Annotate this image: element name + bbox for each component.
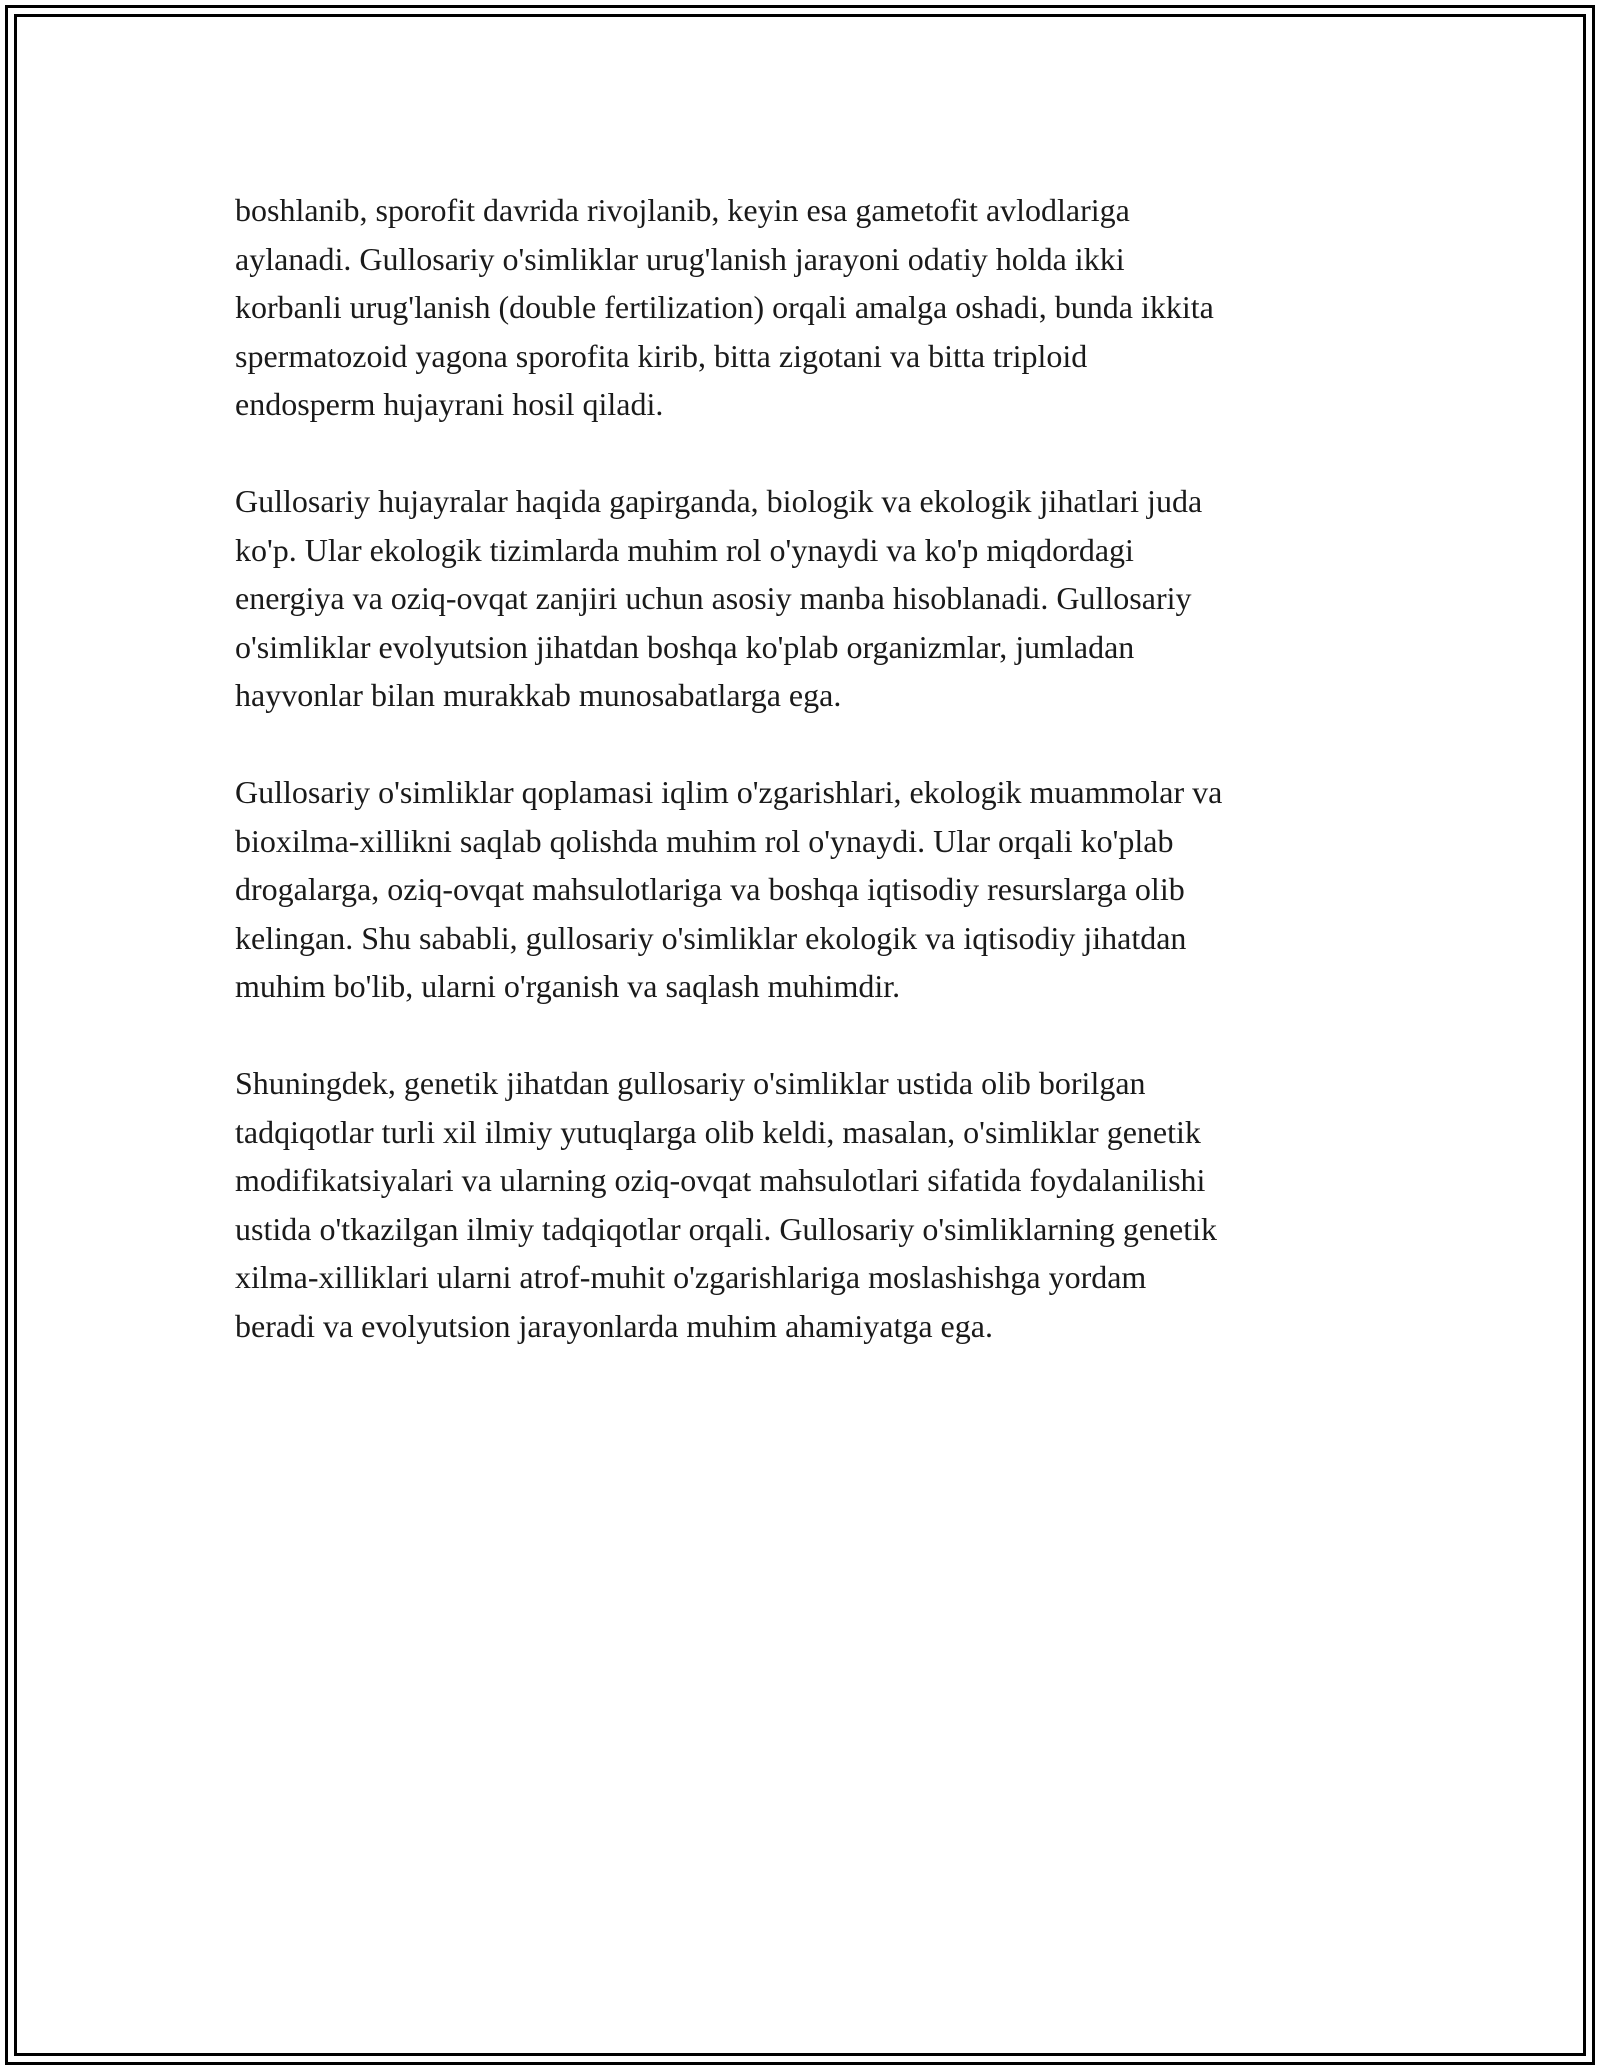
paragraph-2: Gullosariy hujayralar haqida gapirganda, biologik va ekologik jihatlari juda ko'p. Ular ekologik tizimlarda muhim rol o'ynaydi va ko'p miqdordagi energiya va oziq-ovqat zanjiri uchun asosiy manba hisoblanadi. Gullosariy o'simliklar evolyutsion jihatdan boshqa ko'plab organizmlar, jumladan hayvonlar bilan murakkab munosabatlarga ega.: [235, 483, 1203, 713]
document-body: [235, 186, 1385, 1399]
paragraph-3: Gullosariy o'simliklar qoplamasi iqlim o'zgarishlari, ekologik muammolar va bioxilma-xillikni saqlab qolishda muhim rol o'ynaydi. Ular orqali ko'plab drogalarga, oziq-ovqat mahsulotlariga va boshqa iqtisodiy resurslarga olib kelingan. Shu sababli, gullosariy o'simliklar ekologik va iqtisodiy jihatdan muhim bo'lib, ularni o'rganish va saqlash muhimdir.: [235, 774, 1223, 1004]
paragraph-4: Shuningdek, genetik jihatdan gullosariy o'simliklar ustida olib borilgan tadqiqotlar turli xil ilmiy yutuqlarga olib keldi, masalan, o'simliklar genetik modifikatsiyalari va ularning oziq-ovqat mahsulotlari sifatida foydalanilishi ustida o'tkazilgan ilmiy tadqiqotlar orqali. Gullosariy o'simliklarning genetik xilma-xilliklari ularni atrof-muhit o'zgarishlariga moslashishga yordam beradi va evolyutsion jarayonlarda muhim ahamiyatga ega.: [235, 1065, 1218, 1344]
paragraph-1: boshlanib, sporofit davrida rivojlanib, keyin esa gametofit avlodlariga aylanadi. Gullosariy o'simliklar urug'lanish jarayoni odatiy holda ikki korbanli urug'lanish (double fertilization) orqali amalga oshadi, bunda ikkita spermatozoid yagona sporofita kirib, bitta zigotani va bitta triploid endosperm hujayrani hosil qiladi.: [235, 192, 1214, 422]
